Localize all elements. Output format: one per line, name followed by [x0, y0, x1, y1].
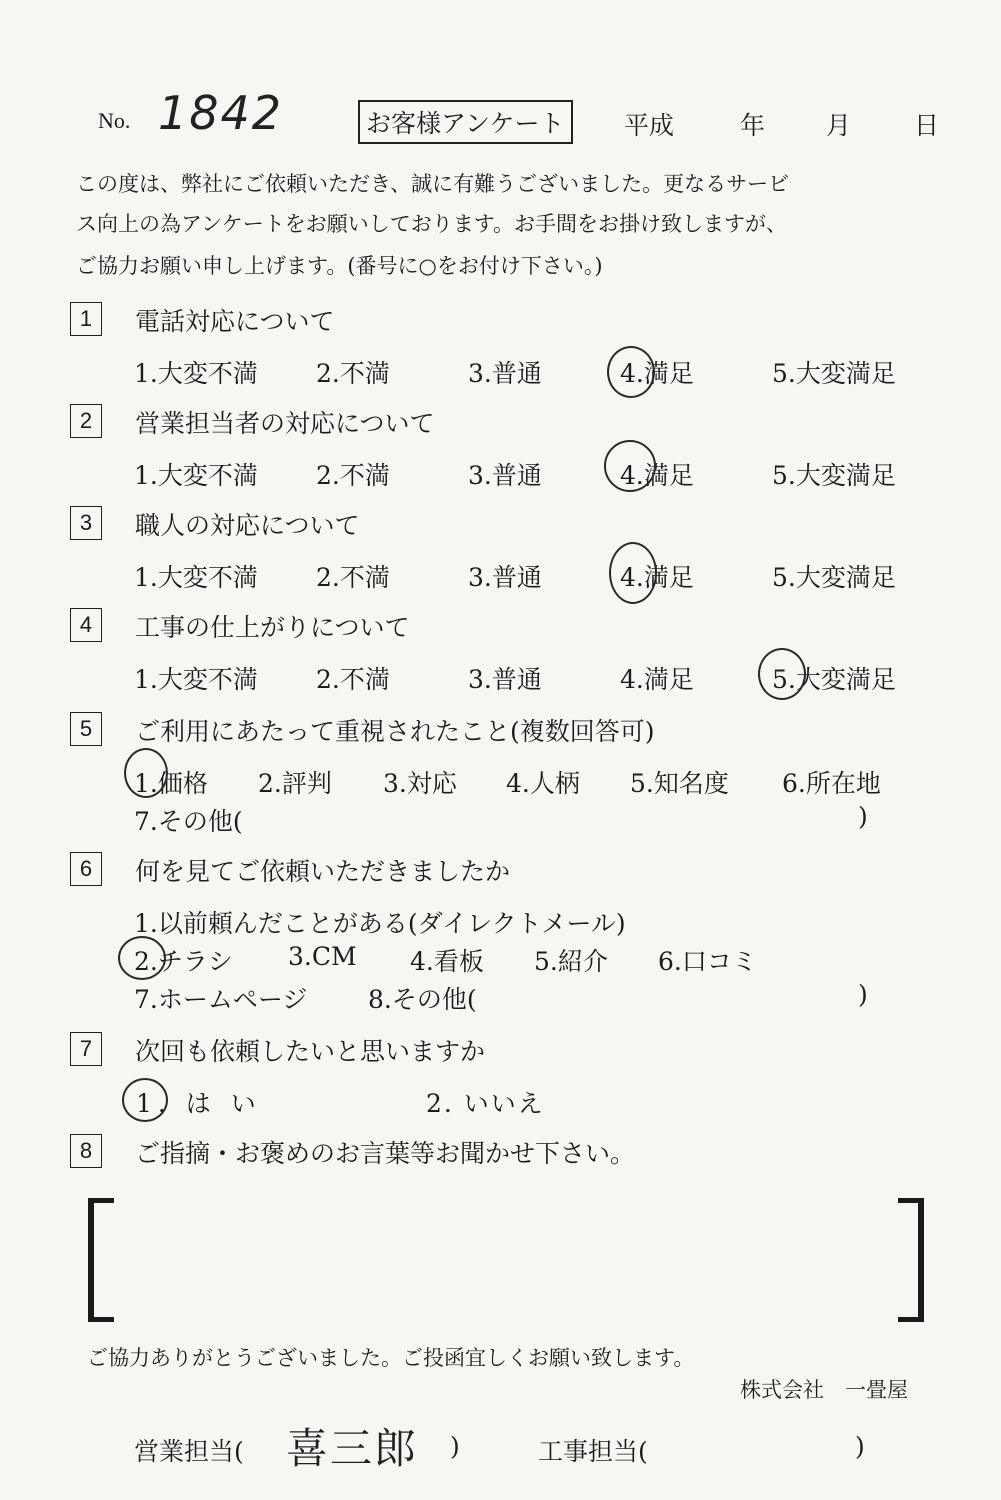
question-number: 2	[70, 404, 102, 438]
option[interactable]: 1.価格	[134, 769, 208, 798]
question-text: ご指摘・お褒めのお言葉等お聞かせ下さい。	[135, 1139, 636, 1168]
option[interactable]: 2.不満	[316, 359, 390, 388]
question-number: 1	[70, 302, 102, 336]
option[interactable]: 1.大変不満	[134, 461, 258, 490]
option[interactable]: 3.普通	[468, 359, 542, 388]
intro-line: この度は、弊社にご依頼いただき、誠に有難うございました。更なるサービ	[76, 172, 790, 196]
month-label: 月	[826, 111, 852, 140]
option[interactable]: 3.普通	[468, 563, 542, 592]
handwritten-circle-mark	[122, 1078, 168, 1122]
option[interactable]: 1.以前頼んだことがある(ダイレクトメール)	[134, 909, 626, 938]
company-name: 株式会社 一畳屋	[740, 1378, 908, 1402]
option[interactable]: 3.対応	[383, 769, 457, 798]
option[interactable]: 4.満足	[620, 665, 694, 694]
construction-staff-label: 工事担当(	[538, 1437, 648, 1466]
question-text: 次回も依頼したいと思いますか	[135, 1037, 486, 1066]
comment-bracket-right	[898, 1198, 924, 1322]
sales-staff-handwritten-name: 喜三郎	[286, 1424, 419, 1473]
option[interactable]: 1.大変不満	[134, 359, 258, 388]
option[interactable]: 1.大変不満	[134, 665, 258, 694]
intro-line: ご協力お願い申し上げます。(番号に○をお付け下さい。)	[76, 254, 603, 278]
option-yes[interactable]: 1. は い	[136, 1089, 262, 1118]
comment-bracket-left	[88, 1198, 114, 1322]
option[interactable]: 5.紹介	[534, 947, 608, 976]
comment-area[interactable]	[120, 1210, 890, 1306]
option[interactable]: 2.チラシ	[134, 947, 233, 976]
option[interactable]: 2.評判	[258, 769, 332, 798]
option[interactable]: 8.その他(	[368, 985, 477, 1014]
option[interactable]: 5.知名度	[630, 769, 729, 798]
option[interactable]: 5.大変満足	[772, 665, 896, 694]
option[interactable]: 5.大変満足	[772, 563, 896, 592]
option-no[interactable]: 2. いいえ	[426, 1089, 545, 1118]
handwritten-circle-mark	[609, 542, 657, 604]
option[interactable]: 6.所在地	[782, 769, 881, 798]
question-text: 工事の仕上がりについて	[135, 613, 410, 642]
question-number: 8	[70, 1134, 102, 1168]
option-close-paren: )	[858, 802, 868, 831]
option-close-paren: )	[858, 980, 868, 1009]
construction-staff-close-paren: )	[855, 1432, 865, 1461]
question-text: 職人の対応について	[135, 511, 360, 540]
thanks-text: ご協力ありがとうございました。ご投函宜しくお願い致します。	[87, 1346, 695, 1370]
sales-staff-label: 営業担当(	[134, 1437, 244, 1466]
handwritten-circle-mark	[124, 748, 168, 798]
handwritten-circle-mark	[607, 346, 655, 398]
question-text: 電話対応について	[135, 307, 335, 336]
era-label: 平成	[624, 111, 675, 140]
option[interactable]: 4.満足	[620, 461, 694, 490]
question-number: 3	[70, 506, 102, 540]
option[interactable]: 3.CM	[288, 942, 357, 971]
question-number: 6	[70, 852, 102, 886]
number-label: No.	[98, 108, 131, 133]
option[interactable]: 4.満足	[620, 563, 694, 592]
option[interactable]: 4.看板	[410, 947, 484, 976]
option[interactable]: 3.普通	[468, 665, 542, 694]
option[interactable]: 4.人柄	[506, 769, 580, 798]
option[interactable]: 2.不満	[316, 665, 390, 694]
option[interactable]: 7.その他(	[134, 807, 243, 836]
option[interactable]: 3.普通	[468, 461, 542, 490]
handwritten-circle-mark	[118, 936, 166, 980]
handwritten-circle-mark	[758, 648, 806, 700]
option[interactable]: 5.大変満足	[772, 461, 896, 490]
option[interactable]: 4.満足	[620, 359, 694, 388]
question-text: 何を見てご依頼いただきましたか	[135, 857, 511, 886]
question-number: 5	[70, 712, 102, 746]
option[interactable]: 5.大変満足	[772, 359, 896, 388]
option[interactable]: 2.不満	[316, 563, 390, 592]
question-number: 7	[70, 1032, 102, 1066]
question-number: 4	[70, 608, 102, 642]
option[interactable]: 2.不満	[316, 461, 390, 490]
sales-staff-close-paren: )	[450, 1432, 460, 1461]
option[interactable]: 7.ホームページ	[134, 985, 308, 1014]
question-text: 営業担当者の対応について	[135, 409, 435, 438]
intro-line: ス向上の為アンケートをお願いしております。お手間をお掛け致しますが、	[76, 212, 788, 236]
question-text: ご利用にあたって重視されたこと(複数回答可)	[135, 717, 655, 746]
day-label: 日	[914, 111, 940, 140]
handwritten-number: 1842	[158, 86, 284, 140]
year-label: 年	[740, 111, 766, 140]
option[interactable]: 6.口コミ	[658, 947, 757, 976]
option[interactable]: 1.大変不満	[134, 563, 258, 592]
handwritten-circle-mark	[604, 440, 656, 492]
survey-title: お客様アンケート	[358, 100, 573, 144]
